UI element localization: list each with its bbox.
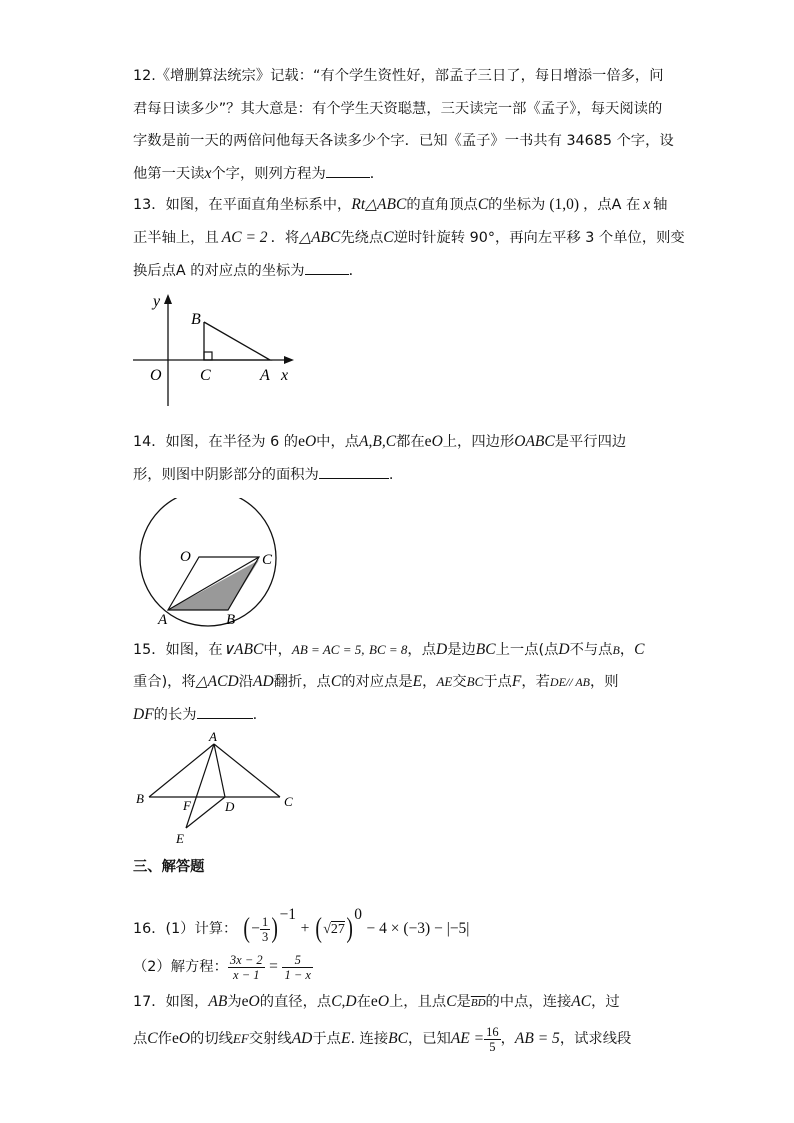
q16-part-1: 16．(1）计算： (− $\frac{1}{3}$ )$^{-1} + (√27)^0 - 4 \times (-3) - |-5|$	[133, 906, 470, 944]
label-o: O	[180, 549, 191, 565]
q12-text-1: 12.《增删算法统宗》记载：“有个学生资性好，部孟子三日了，每日增添一倍多，问	[133, 68, 664, 84]
q12-line-2	[133, 99, 662, 119]
label-o: O	[150, 367, 162, 384]
answer-blank-q13[interactable]	[305, 260, 349, 275]
q15-line-2: 重合)，将△ACD沿AD翻折，点C的对应点是E，AE交BC于点F，若DE// AB，则	[133, 673, 619, 690]
label-f: F	[183, 798, 191, 813]
triangle-abc	[204, 322, 270, 360]
q15-line-3: DF的长为 .	[133, 706, 258, 723]
var-x: x	[204, 165, 212, 182]
label-x: x	[281, 367, 289, 384]
q12-line-4: 他第一天读x个字，则列方程为 ．	[133, 165, 385, 182]
sqrt-27: √27	[323, 922, 345, 937]
answer-blank-q14[interactable]	[319, 464, 389, 479]
segment-ae	[186, 744, 214, 828]
label-c: C	[200, 367, 211, 384]
q12-text-3: 字数是前一天的两倍问他每天各读多少个字．已知《孟子》一书共有 34685 个字，设	[133, 133, 674, 149]
q14-figure	[128, 498, 293, 630]
label-a: A	[209, 729, 217, 744]
q14-line-2: 形，则图中阴影部分的面积为 .	[133, 464, 393, 485]
answer-blank-q12[interactable]	[326, 163, 370, 178]
label-b: B	[191, 311, 201, 328]
q13-figure	[128, 288, 303, 413]
label-b: B	[136, 791, 144, 806]
q12-text-2: 君每日读多少”？其大意是：有个学生天资聪慧，三天读完一部《孟子》，每天阅读的	[133, 101, 663, 117]
segment-de	[186, 797, 225, 828]
answer-blank-q15[interactable]	[197, 704, 253, 719]
fraction-one-third: $\frac{1}{3}$	[261, 914, 269, 944]
q13-line-2: 正半轴上，且 AC = 2 ．将△ABC先绕点C逆时针旋转 90°，再向左平移 3 个单位，则变	[133, 229, 685, 246]
segment-ab	[149, 744, 214, 797]
q17-line-1: 17．如图，AB为eO的直径，点C,D在eO上，且点C是$\overline{BD}$的中点，连接AC，过	[133, 993, 620, 1010]
q12-line-3	[133, 131, 674, 151]
x-axis-arrow	[284, 356, 294, 364]
q13-line-3: 换后点A 的对应点的坐标为 ．	[133, 260, 363, 281]
fraction-right: $\frac{5}{1 - x}$	[284, 952, 311, 982]
label-e: E	[176, 831, 184, 846]
y-axis-arrow	[164, 294, 172, 304]
q14-line-1: 14．如图，在半径为 6 的eO中，点A,B,C都在eO上，四边形OABC是平行四边	[133, 433, 627, 450]
label-c: C	[262, 552, 273, 568]
fraction-sixteen-fifths: $\frac{16}{5}$	[486, 1024, 499, 1054]
q15-figure	[128, 728, 303, 850]
label-a: A	[260, 367, 270, 384]
q17-line-2: 点C作eO的切线EF交射线AD于点E. 连接BC，已知AE = $\frac{16}{5}$ ，AB = 5，试求线段	[133, 1024, 632, 1054]
q16-part-2: （2）解方程： $\frac{3x - 2}{x - 1}$ = $\frac{5}{1 - x}$	[133, 952, 311, 982]
q12-line-1	[133, 66, 664, 86]
label-c: C	[284, 794, 293, 809]
q13-line-1: 13．如图，在平面直角坐标系中，Rt△ABC的直角顶点C的坐标为 (1,0) ，点A 在 x 轴	[133, 196, 668, 213]
label-a: A	[158, 612, 168, 628]
label-b: B	[226, 612, 236, 628]
arc-bd: $\overline{BD}$	[470, 997, 486, 1009]
label-d: D	[225, 799, 235, 814]
label-y: y	[153, 293, 161, 310]
q15-line-1: 15．如图，在∨ABC中，AB = AC = 5, BC = 8，点D是边BC上一点(点D不与点B，C	[133, 641, 645, 658]
right-angle-mark	[204, 352, 212, 360]
section-heading: 三、解答题	[133, 859, 205, 875]
fraction-left: $\frac{3x - 2}{x - 1}$	[229, 952, 263, 982]
